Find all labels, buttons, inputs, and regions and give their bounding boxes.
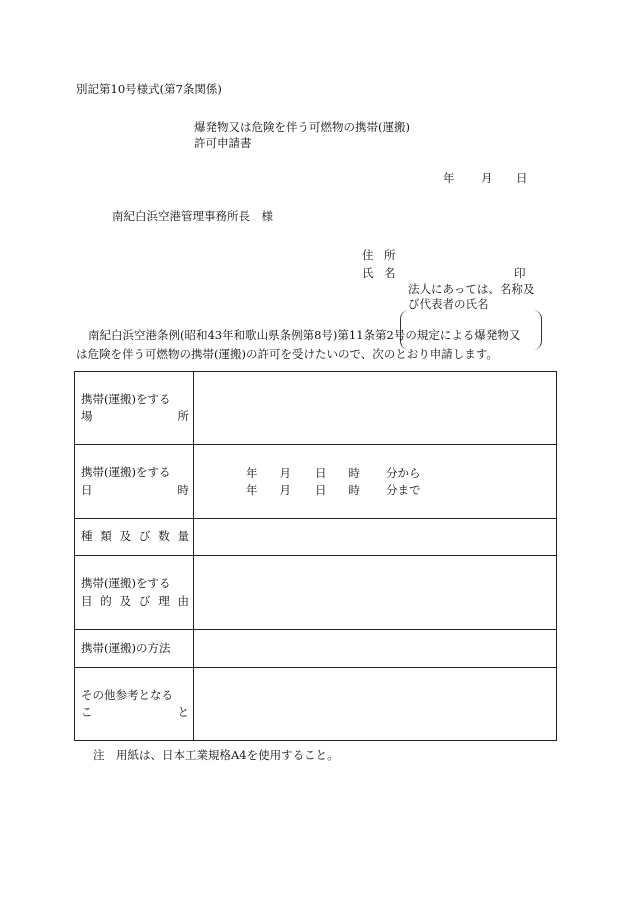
- corporation-note-1: 法人にあっては、名称及: [408, 282, 535, 296]
- table-row-other: [75, 667, 557, 740]
- table-row-place: [75, 372, 557, 445]
- table-row-method: [75, 629, 557, 667]
- name-label-2: 名: [384, 266, 396, 280]
- table-row-datetime: [75, 445, 557, 518]
- method-label: [75, 629, 194, 667]
- address-label-2: 所: [384, 248, 396, 262]
- other-label: [75, 667, 194, 740]
- date-day: 日: [516, 171, 528, 185]
- kind-label-char: 量: [177, 529, 189, 544]
- date-month: 月: [481, 171, 493, 185]
- kind-label-line: [81, 528, 189, 545]
- place-label-char: 場: [81, 409, 93, 424]
- datetime-from-row: [194, 465, 556, 482]
- datetime-label-line-1: 携帯(運搬)をする: [81, 465, 171, 480]
- purpose-value-cell[interactable]: [194, 556, 557, 629]
- other-value-cell[interactable]: [194, 667, 557, 740]
- form-title-line-1: 爆発物又は危険を伴う可燃物の携帯(運搬): [194, 120, 410, 134]
- purpose-label-char: 及: [119, 593, 132, 608]
- other-label-line-1: その他参考となる: [81, 687, 173, 702]
- dt-hour: 時: [348, 483, 360, 498]
- name-label-1: 氏: [362, 266, 374, 280]
- kind-label-char: 数: [158, 529, 170, 544]
- purpose-label-char: 的: [100, 593, 112, 608]
- purpose-label-char: 理: [158, 593, 170, 608]
- address-label-1: 住: [362, 248, 374, 262]
- place-label-line-1: 携帯(運搬)をする: [81, 391, 171, 406]
- table-row-kind: [75, 518, 557, 556]
- purpose-label-line-2: [81, 593, 189, 610]
- other-label-char: と: [177, 704, 189, 719]
- kind-label: [75, 518, 194, 556]
- dt-month: 月: [279, 483, 291, 498]
- dt-year: 年: [246, 466, 258, 481]
- datetime-label-line-2: [81, 482, 189, 499]
- corporation-note-2: び代表者の氏名: [408, 297, 489, 311]
- purpose-label-char: 目: [81, 593, 93, 608]
- kind-label-char: 類: [100, 529, 112, 544]
- application-table: [74, 371, 557, 741]
- body-line-2: は危険を伴う可燃物の携帯(運搬)の許可を受けたいので、次のとおり申請します。: [76, 347, 498, 361]
- dt-month: 月: [279, 466, 291, 481]
- body-line-1: 南紀白浜空港条例(昭和43年和歌山県条例第8号)第11条第2号の規定による爆発物又: [88, 328, 521, 342]
- dt-hour: 時: [348, 466, 360, 481]
- purpose-label-char: 由: [177, 593, 189, 608]
- form-title-line-2: 許可申請書: [194, 136, 252, 150]
- kind-label-char: び: [138, 529, 151, 544]
- addressee: 南紀白浜空港管理事務所長 様: [112, 209, 273, 223]
- kind-label-char: 及: [119, 529, 132, 544]
- other-label-char: こ: [81, 704, 93, 719]
- method-value-cell[interactable]: [194, 629, 557, 667]
- datetime-label-char: 時: [177, 482, 189, 497]
- seal-mark: 印: [514, 266, 526, 280]
- purpose-label: [75, 556, 194, 629]
- form-number-label: 別記第10号様式(第7条関係): [76, 82, 222, 96]
- datetime-to-row: [194, 482, 556, 499]
- dt-day: 日: [315, 466, 327, 481]
- place-label-line-2: [81, 408, 189, 425]
- other-label-line-2: [81, 704, 189, 721]
- purpose-label-line-1: 携帯(運搬)をする: [81, 576, 171, 591]
- footnote: 注 用紙は、日本工業規格A4を使用すること。: [93, 748, 339, 762]
- kind-label-char: 種: [81, 529, 93, 544]
- place-label-char: 所: [177, 409, 189, 424]
- place-value-cell[interactable]: [194, 372, 557, 445]
- method-label-line: 携帯(運搬)の方法: [81, 640, 171, 655]
- date-year: 年: [443, 171, 455, 185]
- table-row-purpose: [75, 556, 557, 629]
- dt-year: 年: [246, 483, 258, 498]
- place-label: [75, 372, 194, 445]
- dt-day: 日: [315, 483, 327, 498]
- dt-from: 分から: [386, 466, 421, 481]
- dt-to: 分まで: [386, 483, 421, 498]
- datetime-label-char: 日: [81, 482, 93, 497]
- purpose-label-char: び: [138, 593, 151, 608]
- kind-value-cell[interactable]: [194, 518, 557, 556]
- datetime-label: [75, 445, 194, 518]
- datetime-value-cell[interactable]: [194, 445, 557, 518]
